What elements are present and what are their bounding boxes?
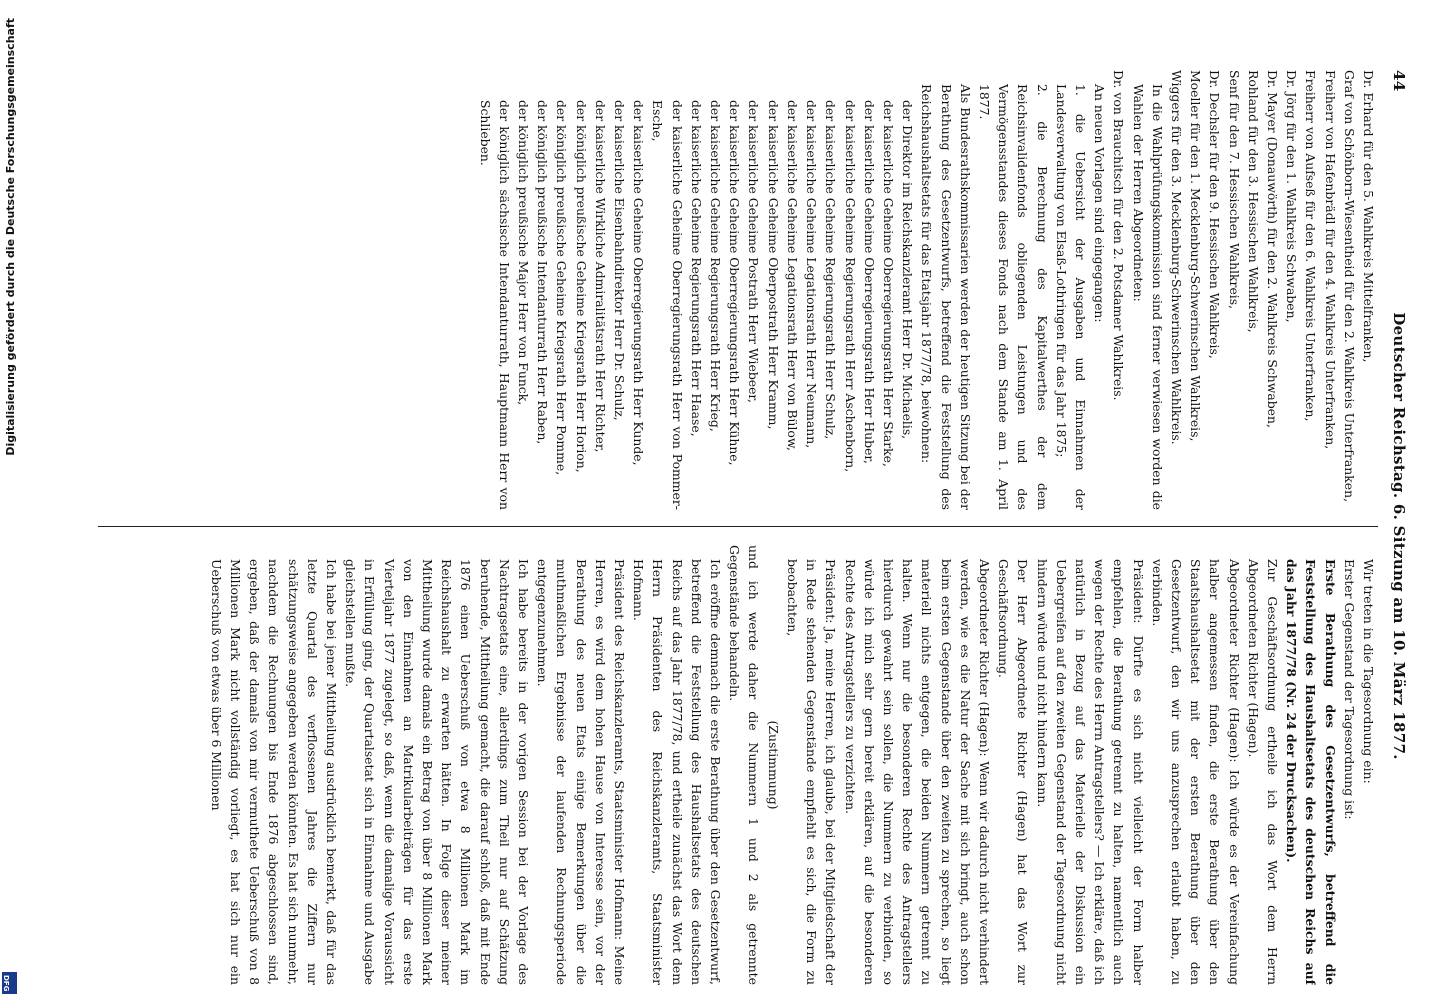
paragraph: 1. die Uebersicht der Ausgaben und Einnahmen der Landesverwaltung von Elsaß-Lothringen für das Jahr 1875; — [1053, 84, 1088, 510]
paragraph: der kaiserliche Geheime Oberpostrath Herr Kramm, — [765, 100, 781, 430]
paragraph: der kaiserliche Geheime Regierungsrath Herr Aschenborn, — [842, 100, 858, 473]
paragraph: der kaiserliche Geheime Legationsrath Herr von Bülow, — [784, 100, 800, 451]
side-margin — [0, 0, 20, 1000]
paragraph: der königlich preußische Intendanturrath Herr Raben, — [535, 100, 551, 445]
paragraph: der kaiserliche Geheime Legationsrath Herr Neumann, — [804, 100, 820, 449]
paragraph: (Zustimmung) — [765, 720, 781, 810]
paragraph: und ich werde daher die Nummern 1 und 2 als getrennte Gegenstände behandeln. — [727, 545, 762, 985]
paragraph: der kaiserliche Geheime Oberregierungsrath Herr Kühne, — [727, 100, 743, 466]
paragraph: der kaiserliche Eisenbahndirektor Herr Dr. Schulz, — [612, 100, 628, 421]
paragraph: der kaiserliche Geheime Oberregierungsrath Herr Huber, — [861, 100, 877, 464]
paragraph: Präsident des Reichskanzleramts, Staatsminister Hofmann: Meine Herren, es wird dem hohen Hause von Interesse sein, vor der Berathung des neuen Etats einige Bemerkungen über die muthmaßlichen Ergebnisse der laufenden Rechnungsperiode entgegenzunehmen. — [535, 559, 628, 985]
paragraph: Ich habe bereits in der vorigen Session bei der Vorlage des Nachtragsetats eine, allerdings zum Theil nur auf Schätzung beruhende, Mittheilung gemacht, die darauf schloß, daß mit Ende 1876 einen Ueberschuß von etwa 8 Millionen Mark im Reichshaushalt zu erwarten hätten. In Folge dieser meiner Mittheilung wurde damals ein Betrag von über 8 Millionen Mark von den Einnahmen an Matrikularbeiträgen für das erste Vierteljahr 1877 zugelegt, so daß, wenn die damalige Voraussicht in Erfüllung ging, der Quartalsetat sich in Einnahme und Ausgabe gleichstellen mußte. — [343, 559, 532, 985]
page-number: 44 — [1390, 70, 1408, 92]
paragraph: der kaiserliche Geheime Postrath Herr Wiebeer, — [746, 100, 762, 403]
paragraph: In die Wahlprüfungskommission sind ferner verwiesen worden die Wahlen der Herren Abgeordneten: — [1130, 84, 1165, 510]
left-column — [88, 70, 1378, 510]
dfg-logo: DFG — [2, 972, 17, 994]
rotated-page — [88, 70, 1408, 1002]
paragraph: Abgeordneter Richter (Hagen): Ich würde es der Vereinfachung halber angemessen finden, die erste Berathung über den Staatshaushaltsetat mit der ersten Berathung über den Gesetzentwurf, den wir uns anzusprechen erlaubt haben, zu verbinden. — [1149, 559, 1242, 985]
paragraph: Präsident: Dürfte es sich nicht vielleicht der Form halber empfehlen, die Berathung getrennt zu halten, namentlich auch wegen der Rechte des Herrn Antragstellers? — Ich erkläre, daß ich natürlich in Bezug auf das Materielle der Diskussion ein Uebergreifen auf den zweiten Gegenstand der Tagesordnung nicht hindern würde und nicht hindern kann. — [1034, 559, 1146, 985]
paragraph: Freiherr von Aufseß für den 6. Wahlkreis Unterfranken, — [1303, 70, 1319, 422]
paragraph: der königlich preußische Major Herr von Funck, — [516, 100, 532, 406]
paragraph: Dr. Mayer (Donauwörth) für den 2. Wahlkreis Schwaben, — [1264, 70, 1280, 428]
paragraph: Der Herr Abgeordnete Richter (Hagen) hat das Wort zur Geschäftsordnung. — [996, 559, 1031, 985]
paragraph: Dr. Dechsler für den 9. Hessischen Wahlkreis, — [1207, 70, 1223, 359]
page-header — [1382, 70, 1408, 1002]
funding-note: Digitalisierung gefördert durch die Deutsche Forschungsgemeinschaft — [4, 18, 17, 456]
paragraph: Ich eröffne demnach die erste Berathung über den Gesetzentwurf, betreffend die Feststellung des Haushaltsetats des deutschen Reichs auf das Jahr 1877/78, und ertheile zunächst das Wort dem Herrn Präsidenten des Reichskanzleramts, Staatsminister Hofmann. — [631, 559, 724, 985]
paragraph: der kaiserliche Geheime Oberregierungsrath Herr Kunde, — [631, 100, 647, 466]
paragraph: An neuen Vorlagen sind eingegangen: — [1092, 84, 1108, 323]
right-column — [88, 545, 1378, 985]
paragraph: Wir treten in die Tagesordnung ein: — [1361, 559, 1376, 784]
paragraph: der königlich preußische Geheime Kriegsrath Herr Horion, — [573, 100, 589, 473]
paragraph: Graf von Schönborn-Wiesentheid für den 2. Wahlkreis Unterfranken, — [1341, 70, 1357, 503]
paragraph: Präsident: Ja, meine Herren, ich glaube, bei der Mitgliedschaft der in Rede stehenden Gegenstände empfiehlt es sich, die Form zu beobachten, — [784, 559, 839, 985]
paragraph: 2. die Berechnung des Kapitalwerthes der dem Reichsinvalidenfonds obliegenden Leistungen und des Vermögensstandes dieses Fonds nach dem Stande am 1. April 1877. — [976, 84, 1050, 510]
paragraph: Ich habe bei jener Mittheilung ausdrücklich bemerkt, daß für das letzte Quartal des verflossenen Jahres die Ziffern nur schätzungsweise angegeben werden könnten. Es hat sich nunmehr, nachdem die Rechnungen bis Ende 1876 abgeschlossen sind, ergeben, daß der damals von mir vermuthete Ueberschuß von 8 Millionen Mark nicht vollständig vorliegt, es hat sich nur ein Ueberschuß von etwas über 6 Millionen — [208, 559, 340, 985]
paragraph: Als Bundesrathskommissarien werden der heutigen Sitzung bei der Berathung des Gesetzentwurfs, betreffend die Feststellung des Reichshaushaltsetats für das Etatsjahr 1877/78, beiwohnen: — [919, 84, 973, 510]
paragraph: der kaiserliche Geheime Oberregierungsrath Herr von Pommer-Esche, — [650, 100, 685, 510]
paragraph: Dr. Jörg für den 1. Wahlkreis Schwaben, — [1284, 70, 1300, 323]
paragraph: Erster Gegenstand der Tagesordnung ist: — [1341, 559, 1357, 820]
paragraph: Erste Berathung des Gesetzentwurfs, betreffend die Feststellung des Haushaltsetats des deutschen Reichs auf das Jahr 1877/78 (Nr. 24 der Drucksachen). — [1284, 559, 1338, 985]
paragraph: Freiherr von Hafenbrädl für den 4. Wahlkreis Unterfranken, — [1322, 70, 1338, 450]
paragraph: der königlich sächsische Intendanturrath, Hauptmann Herr von Schlieben. — [477, 100, 512, 510]
paragraph: Rohland für den 3. Hessischen Wahlkreis, — [1245, 70, 1261, 333]
paragraph: der kaiserliche Geheime Regierungsrath Herr Schulz, — [823, 100, 839, 440]
page-title: Deutscher Reichstag. 6. Sitzung am 10. März 1877. — [1390, 312, 1408, 760]
paragraph: der kaiserliche Geheime Oberregierungsrath Herr Starke, — [880, 100, 896, 467]
paragraph: Wiggers für den 3. Mecklenburg-Schwerinschen Wahlkreis. — [1168, 70, 1184, 445]
paragraph: Zur Geschäftsordnung ertheile ich das Wort dem Herrn Abgeordneten Richter (Hagen). — [1245, 559, 1280, 985]
paragraph: Senf für den 7. Hessischen Wahlkreis, — [1226, 70, 1242, 310]
paragraph: der Direktor im Reichskanzleramt Herr Dr. Michaelis, — [900, 100, 916, 440]
paragraph: der kaiserliche Wirkliche Admiralitätsrath Herr Richter, — [592, 100, 608, 453]
paragraph: Dr. von Brauchitsch für den 2. Potsdamer Wahlkreis. — [1111, 70, 1127, 401]
paragraph: Abgeordneter Richter (Hagen): Wenn wir dadurch nicht verhindert werden, wie es die Natur der Sache mit sich bringt, auch schon beim ersten Gegenstande über den zweiten zu sprechen, so liegt materiell nichts entgegen, die beiden Nummern getrennt zu halten. Wenn nur die besonderen Rechte des Antragstellers hierdurch gewahrt sein sollen, die Nummern zu verbinden, so würde ich mich sehr gern bereit erklären, auf die besonderen Rechte des Antragstellers zu verzichten. — [842, 559, 992, 985]
paragraph: der kaiserliche Geheime Regierungsrath Herr Haase, — [688, 100, 704, 437]
column-divider — [98, 526, 1378, 527]
paragraph: Moeller für den 1. Mecklenburg-Schwerinschen Wahlkreis, — [1188, 70, 1204, 442]
paragraph: der kaiserliche Geheime Regierungsrath Herr Krieg, — [708, 100, 724, 432]
paragraph: der königlich preußische Geheime Kriegsrath Herr Pomme, — [554, 100, 570, 476]
paragraph: Dr. Erhard für den 5. Wahlkreis Mittelfranken, — [1361, 70, 1376, 363]
